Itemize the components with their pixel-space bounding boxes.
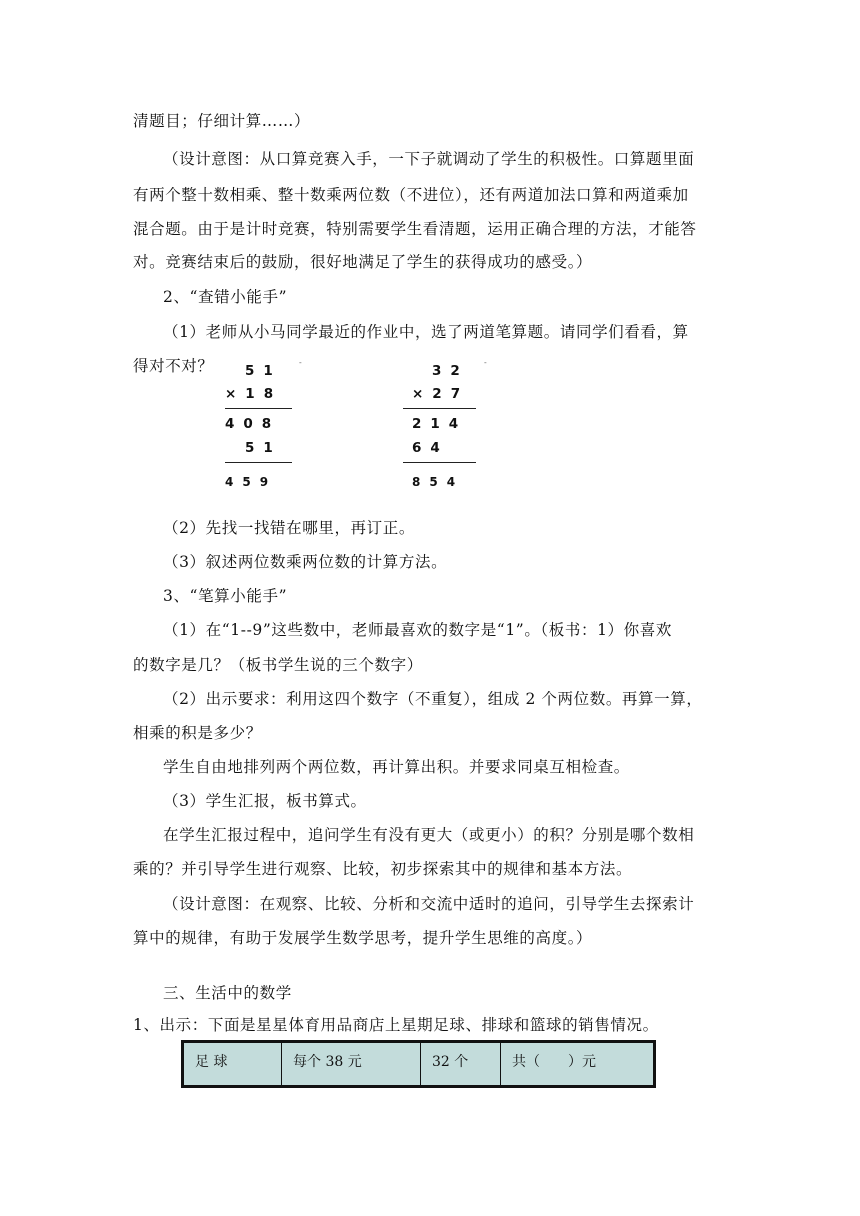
partial-product: 408 (225, 416, 281, 432)
multiplication-example-1 (225, 358, 305, 503)
section-heading: 三、生活中的数学 (163, 984, 292, 1002)
rule-line (403, 408, 476, 409)
table-cell: 32 个 (421, 1042, 501, 1087)
multiplier: ×18 (225, 386, 283, 402)
product: 854 (412, 475, 465, 489)
text-line: 学生自由地排列两个两位数，再计算出积。并要求同桌互相检查。 (163, 758, 630, 776)
text-line: 有两个整十数相乘、整十数乘两位数（不进位），还有两道加法口算和两道乘加 (133, 186, 689, 204)
text-line: 1、出示：下面是星星体育用品商店上星期足球、排球和篮球的销售情况。 (133, 1016, 659, 1034)
multiplication-example-2 (412, 358, 492, 503)
text-line: 算中的规律，有助于发展学生数学思考，提升学生思维的高度。） (133, 929, 593, 947)
text-line: （3）学生汇报，板书算式。 (163, 792, 367, 810)
multiplier: ×27 (412, 386, 470, 402)
sales-table (181, 1040, 656, 1088)
text-line: 得对不对？ (133, 357, 214, 375)
text-line: （设计意图：在观察、比较、分析和交流中适时的追问，引导学生去探索计 (163, 895, 695, 913)
text-line: （2）先找一找错在哪里，再订正。 (163, 519, 415, 537)
rule-line (403, 462, 476, 463)
rule-line (225, 408, 292, 409)
table-row (183, 1042, 655, 1087)
mark: - (299, 358, 302, 367)
text-line: 乘的？并引导学生进行观察、比较，初步探索其中的规律和基本方法。 (133, 860, 633, 878)
text-line: 对。竞赛结束后的鼓励，很好地满足了学生的获得成功的感受。） (133, 253, 593, 271)
mark: - (484, 358, 487, 367)
text-line: 混合题。由于是计时竞赛，特别需要学生看清题，运用正确合理的方法，才能答 (133, 220, 697, 238)
partial-product: 51 (245, 440, 282, 456)
section-heading: 2、“查错小能手” (163, 288, 288, 306)
text-line: （1）老师从小马同学最近的作业中，选了两道笔算题。请同学们看看，算 (163, 323, 689, 341)
text-line: 清题目；仔细计算……） (133, 112, 311, 130)
rule-line (225, 462, 292, 463)
text-line: 相乘的积是多少？ (133, 724, 262, 742)
multiplicand: 51 (245, 363, 282, 379)
partial-product: 214 (412, 416, 468, 432)
table-cell: 足 球 (183, 1042, 282, 1087)
text-line: （1）在“1--9”这些数中，老师最喜欢的数字是“1”。（板书：1）你喜欢 (163, 621, 672, 639)
text-line: 在学生汇报过程中，追问学生有没有更大（或更小）的积？分别是哪个数相 (163, 826, 695, 844)
text-line: （设计意图：从口算竞赛入手，一下子就调动了学生的积极性。口算题里面 (163, 150, 695, 168)
text-line: 的数字是几？（板书学生说的三个数字） (133, 656, 423, 674)
table-cell: 共（ ）元 (501, 1042, 655, 1087)
table-cell: 每个 38 元 (282, 1042, 421, 1087)
text-line: （3）叙述两位数乘两位数的计算方法。 (163, 553, 448, 571)
multiplicand: 32 (432, 363, 469, 379)
product: 459 (225, 475, 278, 489)
partial-product: 64 (412, 440, 449, 456)
text-line: （2）出示要求：利用这四个数字（不重复），组成 2 个两位数。再算一算， (163, 690, 703, 708)
section-heading: 3、“笔算小能手” (163, 587, 288, 605)
